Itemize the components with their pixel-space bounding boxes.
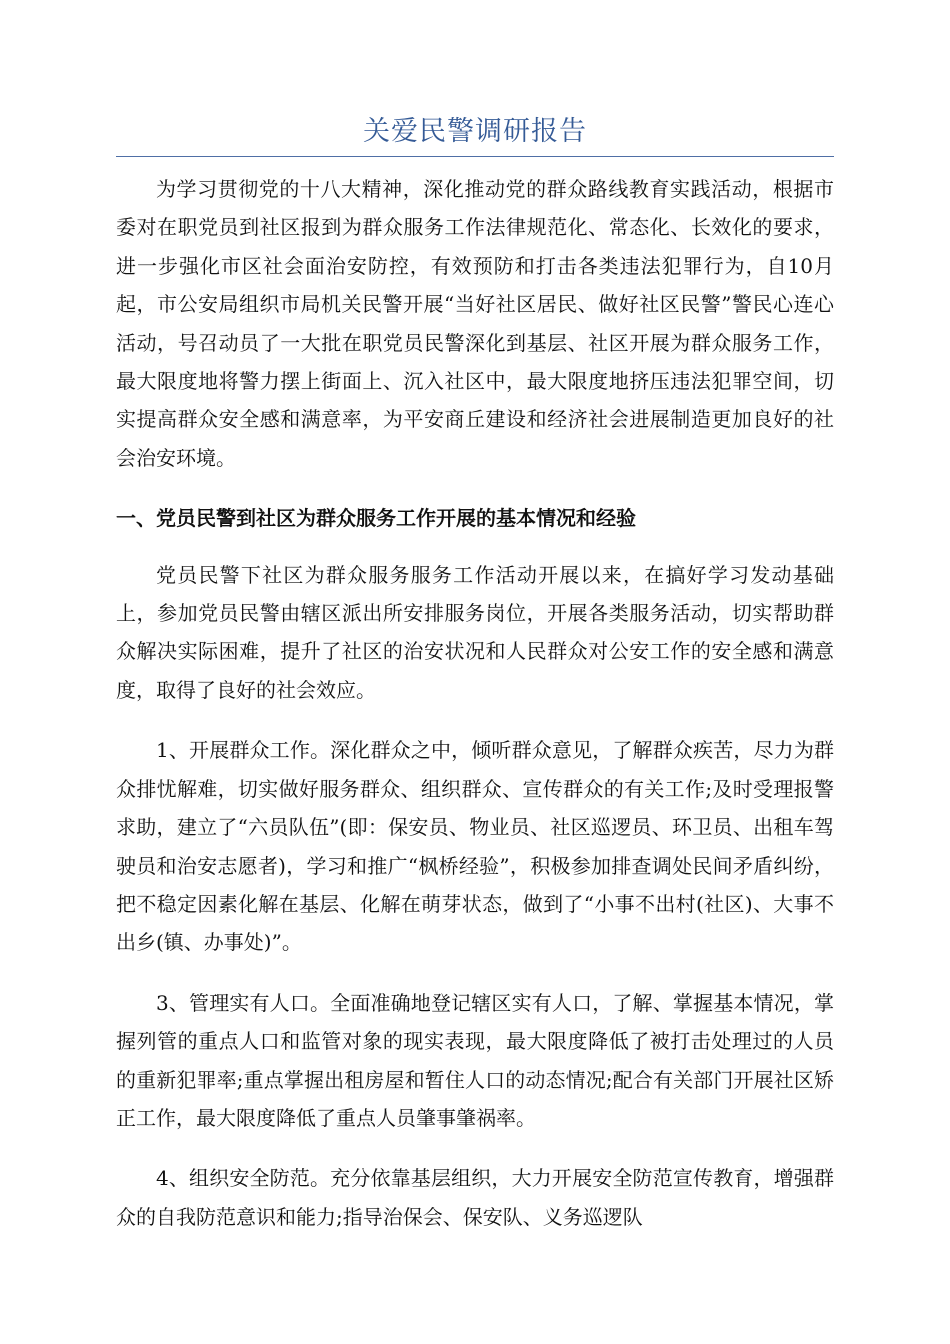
- section-intro-paragraph: 党员民警下社区为群众服务服务工作活动开展以来，在搞好学习发动基础上，参加党员民警由辖区派出所安排服务岗位，开展各类服务活动，切实帮助群众解决实际困难，提升了社区的治安状况和人民群众对公安工作的安全感和满意度，取得了良好的社会效应。: [116, 562, 834, 702]
- intro-paragraph: 为学习贯彻党的十八大精神，深化推动党的群众路线教育实践活动，根据市委对在职党员到社区报到为群众服务工作法律规范化、常态化、长效化的要求，进一步强化市区社会面治安防控，有效预防和打击各类违法犯罪行为，自10月起，市公安局组织市局机关民警开展“当好社区居民、做好社区民警”警民心连心活动，号召动员了一大批在职党员民警深化到基层、社区开展为群众服务工作，最大限度地将警力摆上街面上、沉入社区中，最大限度地挤压违法犯罪空间，切实提高群众安全感和满意率，为平安商丘建设和经济社会进展制造更加良好的社会治安环境。: [116, 177, 834, 470]
- item-3-paragraph: 3、管理实有人口。全面准确地登记辖区实有人口，了解、掌握基本情况，掌握列管的重点人口和监管对象的现实表现，最大限度降低了被打击处理过的人员的重新犯罪率;重点掌握出租房屋和暂住人口的动态情况;配合有关部门开展社区矫正工作，最大限度降低了重点人员肇事肇祸率。: [116, 990, 834, 1130]
- title-block: [116, 112, 834, 157]
- document-body: [116, 170, 834, 1258]
- item-4-paragraph: 4、组织安全防范。充分依靠基层组织，大力开展安全防范宣传教育，增强群众的自我防范意识和能力;指导治保会、保安队、义务巡逻队: [116, 1166, 834, 1229]
- document-title: 关爱民警调研报告: [363, 116, 587, 147]
- item-1-paragraph: 1、开展群众工作。深化群众之中，倾听群众意见，了解群众疾苦，尽力为群众排忧解难，切实做好服务群众、组织群众、宣传群众的有关工作;及时受理报警求助，建立了“六员队伍”(即：保安员、物业员、社区巡逻员、环卫员、出租车驾驶员和治安志愿者)，学习和推广“枫桥经验”，积极参加排查调处民间矛盾纠纷，把不稳定因素化解在基层、化解在萌芽状态，做到了“小事不出村(社区)、大事不出乡(镇、办事处)”。: [116, 738, 834, 955]
- section-heading: 一、党员民警到社区为群众服务工作开展的基本情况和经验: [116, 506, 636, 531]
